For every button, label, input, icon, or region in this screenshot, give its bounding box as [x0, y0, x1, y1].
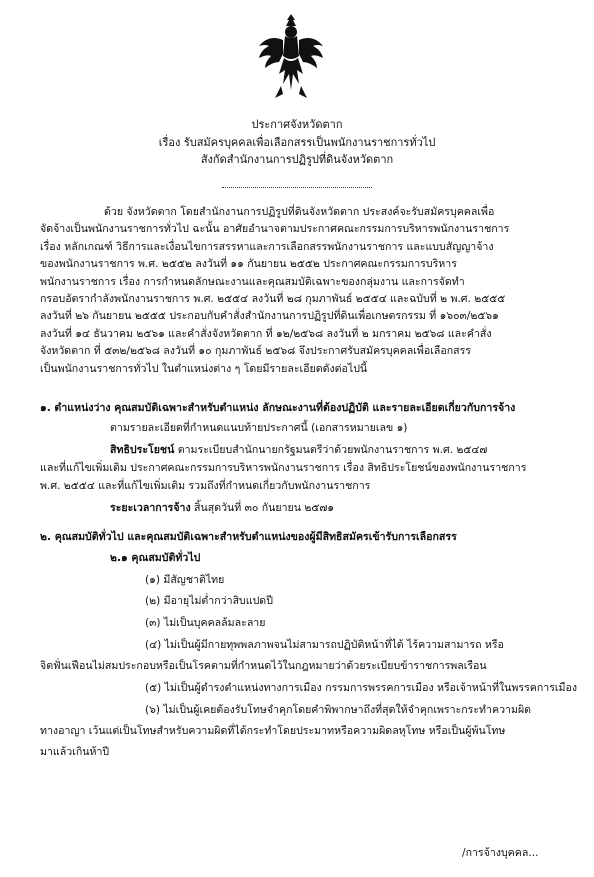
section-2-heading: ๒. คุณสมบัติทั่วไป และคุณสมบัติเฉพาะสำหรับตำแหน่งของผู้มีสิทธิสมัครเข้ารับการเลือกสรร — [40, 531, 457, 543]
qualification-item-cont: มาแล้วเกินห้าปี — [40, 746, 110, 758]
qualification-item: (๑) มีสัญชาติไทย — [145, 574, 225, 586]
benefit-line-2: และที่แก้ไขเพิ่มเติม ประกาศคณะกรรมการบริหารพนักงานราชการ เรื่อง สิทธิประโยชน์ของพนักงานราชการ — [40, 462, 527, 474]
qualification-item: (๖) ไม่เป็นผู้เคยต้องรับโทษจำคุกโดยคำพิพากษาถึงที่สุดให้จำคุกเพราะกระทำความผิด — [145, 704, 532, 716]
intro-line: ลงวันที่ ๑๔ ธันวาคม ๒๕๖๑ และคำสั่งจังหวัดตาก ที่ ๑๒/๒๕๖๘ ลงวันที่ ๒ มกราคม ๒๕๖๘ และคำสั่ง — [40, 327, 492, 340]
benefit-line — [110, 443, 487, 457]
intro-line: เรื่อง หลักเกณฑ์ วิธีการและเงื่อนไขการสรรหาและการเลือกสรรพนักงานราชการ และแบบสัญญาจ้าง — [40, 240, 494, 253]
announcement-affiliation: สังกัดสำนักงานการปฏิรูปที่ดินจังหวัดตาก — [200, 153, 394, 166]
intro-line: กรอบอัตรากำลังพนักงานราชการ พ.ศ. ๒๕๕๔ ลงวันที่ ๒๘ กุมภาพันธ์ ๒๕๕๔ และฉบับที่ ๒ พ.ศ. ๒๕๕๕ — [40, 293, 506, 306]
intro-line: ด้วย จังหวัดตาก โดยสำนักงานการปฏิรูปที่ดินจังหวัดตาก ประสงค์จะรับสมัครบุคคลเพื่อ — [104, 206, 495, 218]
qualification-item: (๕) ไม่เป็นผู้ดำรงตำแหน่งทางการเมือง กรรมการพรรคการเมือง หรือเจ้าหน้าที่ในพรรคการเมือง — [145, 682, 578, 694]
period-label: ระยะเวลาการจ้าง — [110, 502, 191, 514]
intro-line: จังหวัดตาก ที่ ๕๓๒/๒๕๖๘ ลงวันที่ ๑๐ กุมภาพันธ์ ๒๕๖๘ จึงประกาศรับสมัครบุคคลเพื่อเลือกสรร — [40, 345, 471, 358]
section-1-detail: ตามรายละเอียดที่กำหนดแนบท้ายประกาศนี้ (เอกสารหมายเลข ๑) — [110, 422, 408, 434]
benefit-line-3: พ.ศ. ๒๕๕๔ และที่แก้ไขเพิ่มเติม รวมถึงที่กำหนดเกี่ยวกับพนักงานราชการ — [40, 480, 371, 492]
intro-line: ลงวันที่ ๒๖ กันยายน ๒๕๕๕ ประกอบกับคำสั่งสำนักงานการปฏิรูปที่ดินเพื่อเกษตรกรรม ที่ ๑๖๐๓/๒๕๖๑ — [40, 310, 499, 323]
intro-line: เป็นพนักงานราชการทั่วไป ในตำแหน่งต่าง ๆ โดยมีรายละเอียดดังต่อไปนี้ — [40, 362, 368, 375]
employment-period — [110, 501, 334, 515]
garuda-emblem-icon — [255, 10, 327, 102]
announcement-subject: เรื่อง รับสมัครบุคคลเพื่อเลือกสรรเป็นพนักงานราชการทั่วไป — [158, 136, 436, 149]
announcement-title: ประกาศจังหวัดตาก — [251, 118, 343, 131]
period-text: สิ้นสุดวันที่ ๓๐ กันยายน ๒๕๗๑ — [190, 502, 335, 514]
section-1-heading: ๑. ตำแหน่งว่าง คุณสมบัติเฉพาะสำหรับตำแหน่ง ลักษณะงานที่ต้องปฏิบัติ และรายละเอียดเกี่ยวกับการจ้าง — [40, 402, 516, 414]
dotted-divider — [222, 187, 372, 188]
benefit-label: สิทธิประโยชน์ — [110, 444, 175, 456]
page-continuation: /การจ้างบุคคล... — [462, 847, 539, 859]
benefit-text: ตามระเบียบสำนักนายกรัฐมนตรีว่าด้วยพนักงานราชการ พ.ศ. ๒๕๔๗ — [174, 444, 488, 456]
intro-paragraph — [40, 204, 552, 378]
qualification-item: (๒) มีอายุไม่ต่ำกว่าสิบแปดปี — [145, 595, 273, 607]
intro-line: ของพนักงานราชการ พ.ศ. ๒๕๕๒ ลงวันที่ ๑๑ กันยายน ๒๕๕๒ ประกาศคณะกรรมการบริหาร — [40, 258, 457, 271]
qualification-item-cont: ทางอาญา เว้นแต่เป็นโทษสำหรับความผิดที่ได้กระทำโดยประมาทหรือความผิดลหุโทษ หรือเป็นผู้พ้นโทษ — [40, 725, 506, 737]
qualification-item-cont: จิตฟั่นเฟือนไม่สมประกอบหรือเป็นโรคตามที่กำหนดไว้ในกฎหมายว่าด้วยระเบียบข้าราชการพลเรือน — [40, 660, 487, 672]
section-2-1-heading: ๒.๑ คุณสมบัติทั่วไป — [110, 552, 201, 564]
intro-line: พนักงานราชการ เรื่อง การกำหนดลักษณะงานและคุณสมบัติเฉพาะของกลุ่มงาน และการจัดทำ — [40, 275, 465, 288]
qualification-item: (๔) ไม่เป็นผู้มีกายทุพพลภาพจนไม่สามารถปฏิบัติหน้าที่ได้ ไร้ความสามารถ หรือ — [145, 639, 504, 651]
intro-line: จัดจ้างเป็นพนักงานราชการทั่วไป ฉะนั้น อาศัยอำนาจตามประกาศคณะกรรมการบริหารพนักงานราชการ — [40, 223, 510, 236]
qualification-item: (๓) ไม่เป็นบุคคลล้มละลาย — [145, 617, 266, 629]
